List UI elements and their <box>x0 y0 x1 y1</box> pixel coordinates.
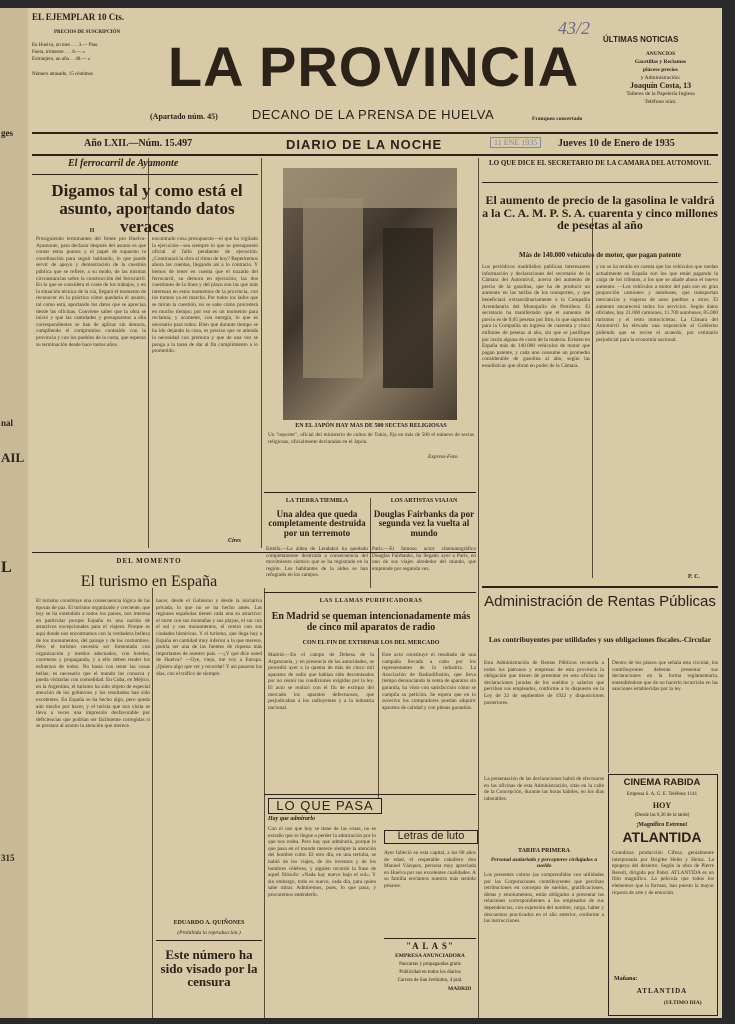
section-rule <box>264 592 476 593</box>
kicker-rule <box>32 174 258 175</box>
article-subhead: Los contribuyentes por utilidades y sus obligaciones fiscales.-Circular <box>488 635 712 644</box>
article-headline: El aumento de precio de la gasolina le valdrá a la C. A. M. P. S. A. cuarenta y cinco millones de pesetas al año <box>482 193 718 233</box>
ads-line: y Administración: <box>640 75 681 81</box>
article-body: Estella.—La aldea de Lendakoi ha quedado completamente destruida a consecuencia del movimiento sísmico que se ha registrado en la región. Los habitantes de la aldea se han refugiado en los campos. <box>266 546 368 579</box>
article-body: y no se ha tenido en cuenta que los vehículos que ruedan actualmente en España son los que están pagando la carga de los tributos, a los que se añade ahora el nuevo aumento. —Los vehículos a motor del país son en gran proporción camiones y autobuses, que transportan mercancías y viajeros de unos pueblos a otros. El aumento encarecerá todos los servicios. Según datos oficiales, hay 21.000 camiones, 11.700 autobuses, 85.000 turismos y el resto motocicletas. La Cámara del Automóvil ha elevado una exposición al Gobierno pidiendo que se revise el acuerdo, por estimarlo perjudicial para la economía nacional. <box>596 264 718 343</box>
repro-note: (Prohibida la reproducción.) <box>177 930 241 936</box>
postage-note: Franqueo concertado <box>532 116 583 122</box>
ads-line: Talleres de la Papelería Inglesa <box>626 91 695 97</box>
section-rule <box>482 586 718 588</box>
ads-line: ANUNCIOS <box>645 51 676 57</box>
subscription-line: Fuera, trimestre . . . 8.— » <box>32 50 85 55</box>
column-rule <box>152 588 153 1018</box>
apartado: (Apartado núm. 45) <box>150 112 218 121</box>
column-rule <box>370 498 371 588</box>
ads-box <box>603 36 718 106</box>
kicker-rule <box>482 182 718 183</box>
article-headline: Una aldea que queda completamente destruida por un terremoto <box>268 509 366 538</box>
censorship-notice: Este número ha sido visado por la censura <box>160 947 258 990</box>
ads-title: ÚLTIMAS NOTICIAS <box>603 35 679 44</box>
cinema-company: Empresa S. A. G. E. Teléfono 1141 <box>626 792 698 797</box>
article-body: La presentación de las declaraciones habrá de efectuarse en las oficinas de esta Administración, sitas en la calle de la Concepción, durante las horas hábiles, en los días laborables. <box>484 776 604 802</box>
article-body: Dentro de los plazos que señala esta circular, los contribuyentes deberán presentar sus declaraciones en la forma reglamentaria, entendiéndose que de no hacerlo incurrirán en las sanciones establecidas por la ley. <box>612 660 718 693</box>
article-body: El turismo constituye una consecuencia lógica de las épocas de paz. El turismo organizado y creciente, que hoy se ha extendido a todos los países, nos interesa en particular porque España es una nación de atractivos excepcionales para el viajero. Porque es aquí donde nos encontramos con la verdadera belleza de los monumentos, del paisaje y de las costumbres. Pero el turismo necesita ser fomentado con organización y medios adecuados, con hoteles, carreteras y propaganda, y a ello deben tender los esfuerzos de todos. No basta con tener las cosas bellas; es necesario que el mundo las conozca y pueda visitarlas con comodidad. En Cuba, en Méjico, en la Argentina, el turismo ha sido objeto de especial atención de los gobiernos y los resultados han sido excelentes. En España se ha hecho algo, pero queda aún mucho por hacer, y el turista que nos visita se lleva a veces una impresión desfavorable por deficiencias que podrían ser fácilmente corregidas si se prestara al asunto la atención que merece. <box>36 598 150 730</box>
article-body: Esta Administración de Rentas Públicas recuerda a todos los patronos y empresas de esta provincia la obligación que tienen de presentar en esta oficina las declaraciones juradas de los sueldos y salarios que perciban sus empleados, conforme a lo dispuesto en la Ley de 22 de septiembre de 1922 y disposiciones posteriores. <box>484 660 604 706</box>
masthead-subtitle: DECANO DE LA PRENSA DE HUELVA <box>251 107 495 122</box>
cinema-tomorrow: Mañana: <box>614 976 638 982</box>
article-part: II <box>89 228 95 234</box>
subscription-box <box>32 12 142 122</box>
strip-text: ges <box>1 128 13 138</box>
cinema-last-day: (ULTIMO DIA) <box>664 1000 702 1006</box>
article-subhead: Más de 140.000 vehículos de motor, que pagan patente <box>519 251 681 259</box>
column-rule <box>592 218 593 578</box>
ad-line: Publicidad en todos los diarios <box>399 970 461 975</box>
article-kicker: LO QUE DICE EL SECRETARIO DE LA CAMARA DEL AUTOMOVIL <box>488 159 712 167</box>
ad-line: MADRID <box>448 986 472 992</box>
ads-line: plácese precios <box>643 67 678 73</box>
article-subhead: CON EL FIN DE EXTIRPAR LOS DEL MERCADO <box>302 640 440 646</box>
article-body: Los presentes cobros (as comprendidos con utilidades por las Corporaciones contribuyentes que perciban retribuciones en concepto de sueldos, gratificaciones, dietas y emolumentos, están obligados a presentar las relaciones correspondientes a los empleados de sus dependencias, con expresión del nombre, cargo, haber y descuentos practicados en el año anterior, conforme a las instrucciones. <box>484 872 604 925</box>
cinema-time: (Desde las 6,30 de la tarde) <box>634 813 690 818</box>
article-headline: Douglas Fairbanks da por segunda vez la vuelta al mundo <box>373 509 475 538</box>
section-rule <box>264 492 476 493</box>
archive-stamp: 11 ENE 1935 <box>490 137 541 148</box>
article-body: Este acto constituye el resultado de una campaña llevada a cabo por los representantes de la industria. La Asociación de Radiodifusión, que lleva tiempo denunciando la venta de aparatos sin garantía, ha visto con satisfacción cómo se cumplía su petición. Se espera que en lo sucesivo los compradores puedan adquirir aparatos de calidad y con plenas garantías. <box>382 652 476 711</box>
newspaper-page <box>28 8 722 1018</box>
article-headline: Administración de Rentas Públicas <box>484 593 716 610</box>
section-kicker: DEL MOMENTO <box>116 557 182 565</box>
left-page-edge <box>0 8 28 1018</box>
article-body: Con el uso que hoy se tiene de las cosas, no es extraño que se llegue a perder la admiración por lo que nos rodea. Pero hay que admirarlo, porque lo que pasa en el mundo merece siempre la atención del hombre culto. El otro día, en una tertulia, se habló de los viajes, de los inventos y de los hombres célebres, y alguien recordó la frase de aquel filósofo: «Nada hay nuevo bajo el sol». Y sin embargo, todo es nuevo, cada día, para quien sabe mirar. Admiremos, pues, lo que pasa, y procuremos entenderlo. <box>268 826 376 898</box>
article-signature: EDUARDO A. QUIÑONES <box>173 920 245 926</box>
article-body: hacer, desde el Gobierno y desde la iniciativa privada, lo que no se ha hecho antes. Las regiones españolas tienen cada una su atractivo: el norte con sus montañas y sus playas, el sur con el sol y sus monumentos, el centro con sus ciudades históricas. Y el turismo, que llega hoy a España en cantidad muy inferior a la que merece, podría ser una de las fuentes de riqueza más importantes de nuestro país. —¿Y qué dice usted de Huelva? —Oye, viejo, me voy a Europa. ¡Quiero algo que ver y recordar! Y así pasaron los días, con el tráfico de siempre. <box>156 598 262 677</box>
ads-line: Teléfono núm. <box>644 99 677 105</box>
column-rule <box>608 658 609 773</box>
article-kicker: Hay que admirarlo <box>268 816 316 822</box>
price-label: EL EJEMPLAR 10 Cts. <box>32 12 125 22</box>
strip-text: L <box>1 559 12 576</box>
subscription-line: En Huelva, un mes . . . 3.— Ptas. <box>32 43 99 48</box>
cinema-film: ATLANTIDA <box>622 829 702 845</box>
subscription-line: Extranjero, un año . . 48.— » <box>32 57 91 62</box>
column-rule <box>261 158 262 548</box>
edition-label: DIARIO DE LA NOCHE <box>286 137 443 152</box>
section-rule <box>264 794 476 795</box>
ads-address: Joaquín Costa, 13 <box>629 81 692 90</box>
issue-date: Jueves 10 de Enero de 1935 <box>558 138 675 149</box>
section-rule <box>156 940 262 941</box>
section-headline: Letras de luto <box>384 830 478 844</box>
cinema-body: Grandiosa producción Cifesa, genialmente interpretada por Brigitte Helm y Heinz. La epopeya del desierto. Según la obra de Pierre Benoît, dirigida por Pabst. ATLANTIDA es un film magnífico. La película que todos los elementos que la forman, han puesto la mayor riqueza de arte y de emoción. <box>612 850 714 896</box>
tarifa-heading: TARIFA PRIMERA <box>518 848 570 854</box>
subscription-title: PRECIOS DE SUSCRIPCIÓN <box>53 30 121 35</box>
tarifa-subheading: Personal asalariado y perceptores civilajados a sueldo <box>490 857 598 869</box>
article-kicker: El ferrocarril de Ayamonte <box>68 158 179 169</box>
masthead-title: LA PROVINCIA <box>167 35 580 98</box>
article-body: Ayer falleció en esta capital, a los 68 años de edad, el respetable caballero don Manuel Vázquez, persona muy apreciada en Huelva por sus excelentes cualidades. A su familia enviamos nuestro más sentido pésame. <box>384 850 476 889</box>
ad-line: Carrera de San Jerónimo, 4 pral. <box>397 978 463 983</box>
article-body: Paris.—El famoso actor cinematográfico Douglas Fairbanks, ha llegado ayer a París, en uno de sus viajes alrededor del mundo, que emprende por segunda vez. <box>372 546 476 572</box>
ad-line: EMPRESA ANUNCIADORA <box>395 953 465 959</box>
masthead-rule-bottom <box>32 154 718 156</box>
article-headline: El turismo en España <box>80 573 218 590</box>
section-rule <box>384 938 476 939</box>
cinema-title: CINEMA RABIDA <box>623 777 701 788</box>
column-rule <box>378 648 379 798</box>
article-body: encontrado cosa presupuesto—el que ha vigilado la ejecución—sea siempre lo que se presupuestó oficial al fallo pendiente de ejecución. ¿Continuará la obra al ritmo de hoy? Repetiremos ahora las cuentas, llegando así a lo contrario. Y hemos de tener en cuenta que el trazado del ferrocarril, su demora en ejecución, las dos cuestiones de la línea y del plazo son las que más interesan en estos momentos de la provincia, con los tramos ya en marcha. Por todos los lados que se miran la cuestión, no se sabe cómo procederá en mucho tiempo; por eso es un momento para reclamar, y acometer, con energía, lo que es necesario para todos. Bien que durante tiempo se ha ido dejando la cosa, es preciso que se atienda la necesidad con premura y que de una vez se ponga a la tarea de dar al fin cumplimiento a lo prometido. <box>152 236 258 355</box>
article-photo <box>283 168 457 420</box>
article-kicker: LOS ARTISTAS VIAJAN <box>390 498 458 504</box>
photo-credit: Express-Foto. <box>428 454 459 460</box>
column-rule <box>478 158 479 1018</box>
year-issue: Año LXII.—Núm. 15.497 <box>84 138 193 149</box>
strip-text: 315 <box>1 853 15 863</box>
photo-caption-title: EN EL JAPÓN HAY MAS DE 500 SECTAS RELIGIOSAS <box>295 423 447 429</box>
article-body: Los periódicos madrileños publican interesantes información y declaraciones del secretario de la Cámara del Automóvil, acerca del aumento de precio de la gasolina, que ha de producir un aumento en las tarifas de los transportes, y que beneficiará extraordinariamente a la Compañía Arrendataria del Monopolio de Petróleos. El secretario ha manifestado que el aumento de precio es de 0,05 pesetas por litro, lo que supondrá para la Compañía un ingreso de cuarenta y cinco millones de pesetas al año, sin que se justifique por razón alguna de costo de la materia. Existen en España más de 140.000 vehículos de motor que pagan patente, y cada uno consume un promedio considerable de gasolina al año, según las estadísticas que obran en poder de la Cámara. <box>482 264 590 369</box>
article-headline: En Madrid se queman intencionadamente más de cinco mil aparatos de radio <box>271 611 471 633</box>
photo-caption: Un "reporter", oficial del ministerio de cultos de Tokio, fija en más de 500 el número de sectas religiosas, oficialmente declaradas en el Japón. <box>268 432 474 445</box>
article-body: Madrid.—En el campo de Dehesa de la Arganzuela, y en presencia de las autoridades, se procedió ayer a la quema de más de cinco mil aparatos de radio que habían sido decomisados por no reunir las condiciones exigidas por la ley. El acto se realizó con el fin de extirpar del mercado los aparatos defectuosos, que perjudicaban a los radioyentes y a la industria nacional. <box>268 652 374 711</box>
column-rule <box>264 588 265 1018</box>
article-kicker: LAS LLAMAS PURIFICADORAS <box>319 598 423 604</box>
ad-line: Pancartas y propagandas gratis <box>399 962 461 967</box>
article-body: Prosiguiendo terminantes del frente pro Huelva-Ayamonte, para declarar después del asunto es que contar estos puntos y el papel de supuesto la coordinación para seguir hablando, lo que puede servir de apoyo y demostración de la cuestión pública que se refiere, a su modo, de las mismas circunstancias sobre la construcción del ferrocarril. En lo que se considera el coste de los trabajos, y en la situación técnica de la vía, llegará el momento de reconocer en la práctica cómo quedaría el asunto, tal como está, aportando los datos que se aprecian desde las oficinas. Conviene saber que la obra se inició y que las cantidades y presupuestos a ella correspondientes se han de aplicar sin demora, cumpliendo el compromiso contraído con la provincia y con los pueblos de la costa, que esperan su terminación desde hace tantos años. <box>36 236 146 348</box>
strip-text: nal <box>1 418 14 428</box>
article-headline: Digamos tal y como está el asunto, aportando datos veraces <box>51 181 243 236</box>
article-signature: Cires <box>228 538 242 544</box>
section-headline: LO QUE PASA <box>268 798 382 814</box>
ads-line: Gacetillas y Reclamos <box>634 59 687 65</box>
masthead-rule-top <box>32 132 718 134</box>
strip-text: AIL <box>1 450 25 465</box>
section-rule <box>32 552 476 553</box>
cinema-premiere: ¡Magnífico Estreno! <box>636 822 688 828</box>
ad-title: "A L A S" <box>406 941 454 951</box>
article-kicker: LA TIERRA TIEMBLA <box>285 498 349 504</box>
article-signature: P. C. <box>688 574 700 580</box>
cinema-hoy: HOY <box>652 801 672 810</box>
cinema-film2: ATLANTIDA <box>636 987 688 995</box>
back-issue-price: Número atrasado, 15 céntimos <box>32 72 94 77</box>
handwritten-note: 43/2 <box>558 18 591 38</box>
